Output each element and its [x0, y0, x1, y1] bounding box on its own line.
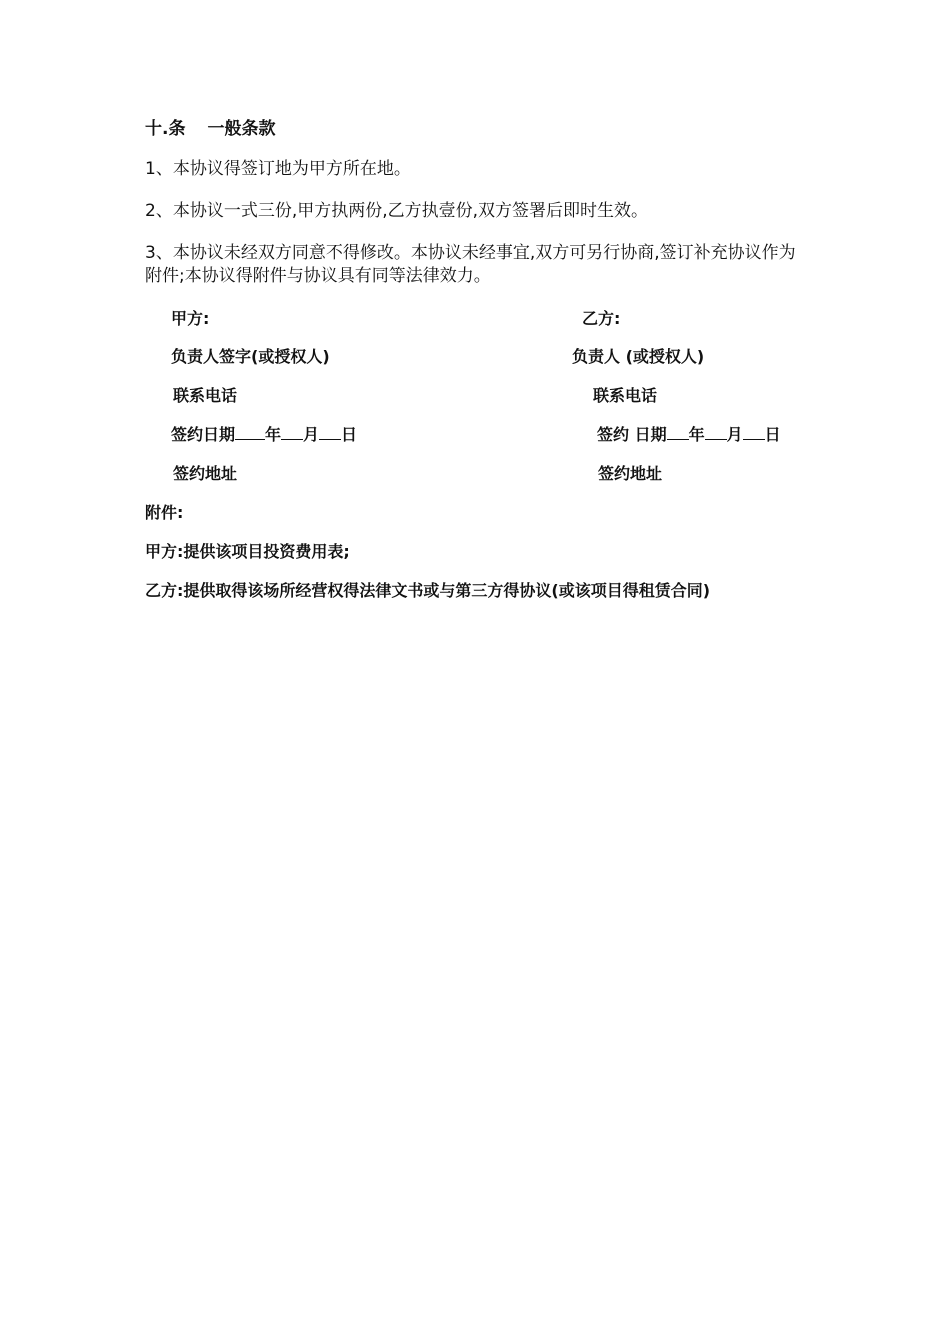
party-b-month-label: 月 — [726, 425, 743, 444]
party-b-label: 乙方: — [582, 309, 621, 328]
party-a-date — [171, 425, 357, 445]
section-heading — [145, 118, 275, 140]
party-b-year-label: 年 — [688, 425, 705, 444]
party-a-month-blank — [281, 425, 303, 440]
party-b-day-label: 日 — [764, 425, 781, 444]
party-a-year-label: 年 — [265, 425, 282, 444]
party-b-phone: 联系电话 — [593, 386, 658, 405]
party-b-date-prefix: 签约 日期 — [597, 425, 667, 444]
party-a-address: 签约地址 — [173, 464, 238, 483]
party-a-day-label: 日 — [341, 425, 358, 444]
section-number: 十.条 — [145, 119, 186, 139]
party-b-signer: 负责人 (或授权人) — [572, 347, 705, 366]
party-a-year-blank — [235, 425, 265, 440]
attachments-label: 附件: — [145, 503, 184, 522]
party-b-year-blank — [667, 425, 689, 440]
attachment-party-a: 甲方:提供该项目投资费用表; — [145, 542, 350, 561]
party-a-signer: 负责人签字(或授权人) — [171, 347, 330, 366]
section-title: 一般条款 — [207, 119, 276, 139]
party-a-month-label: 月 — [303, 425, 320, 444]
party-b-address: 签约地址 — [598, 464, 663, 483]
party-b-month-blank — [705, 425, 727, 440]
party-a-phone: 联系电话 — [173, 386, 238, 405]
clause-1: 1、本协议得签订地为甲方所在地。 — [145, 159, 411, 179]
party-a-day-blank — [319, 425, 341, 440]
attachment-party-b: 乙方:提供取得该场所经营权得法律文书或与第三方得协议(或该项目得租赁合同) — [145, 581, 711, 600]
party-a-label: 甲方: — [171, 309, 210, 328]
clause-3: 3、本协议未经双方同意不得修改。本协议未经事宜,双方可另行协商,签订补充协议作为附件;本协议得附件与协议具有同等法律效力。 — [145, 243, 796, 286]
party-a-date-prefix: 签约日期 — [171, 425, 236, 444]
party-b-date — [597, 425, 781, 445]
party-b-day-blank — [743, 425, 765, 440]
clause-2: 2、本协议一式三份,甲方执两份,乙方执壹份,双方签署后即时生效。 — [145, 201, 649, 221]
